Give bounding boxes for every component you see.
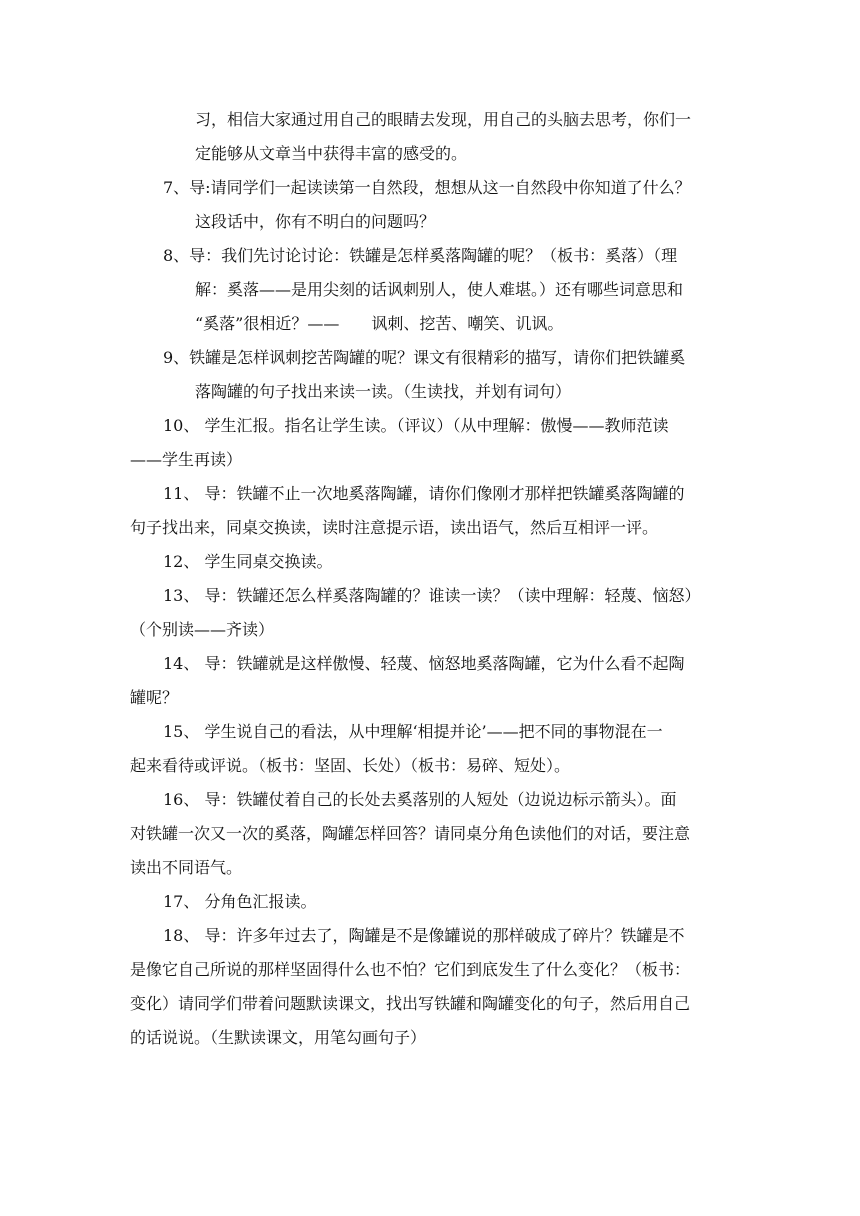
text-line: ——学生再读）	[130, 450, 243, 469]
list-item-12: 12、 学生同桌交换读。	[163, 552, 333, 571]
list-item-10: 10、 学生汇报。指名让学生读。（评议）（从中理解：傲慢——教师范读	[163, 416, 669, 435]
list-item-13: 13、 导：铁罐还怎么样奚落陶罐的？谁读一读？（读中理解：轻蔑、恼怒）	[163, 586, 701, 605]
list-item-9: 9、铁罐是怎样讽刺挖苦陶罐的呢？课文有很精彩的描写，请你们把铁罐奚	[163, 348, 686, 367]
text-line: 读出不同语气。	[130, 858, 243, 877]
list-item-16: 16、 导：铁罐仗着自己的长处去奚落别的人短处（边说边标示箭头）。面	[163, 790, 677, 809]
text-line: “奚落”很相近？—— 讽刺、挖苦、嘲笑、讥讽。	[195, 314, 564, 333]
text-line: （个别读——齐读）	[130, 620, 275, 639]
list-item-15: 15、 学生说自己的看法，从中理解‘相提并论’——把不同的事物混在一	[163, 722, 663, 741]
list-item-11: 11、 导：铁罐不止一次地奚落陶罐，请你们像刚才那样把铁罐奚落陶罐的	[163, 484, 685, 503]
text-line: 的话说说。（生默读课文，用笔勾画句子）	[130, 1028, 427, 1047]
list-item-14: 14、 导：铁罐就是这样傲慢、轻蔑、恼怒地奚落陶罐，它为什么看不起陶	[163, 654, 685, 673]
list-item-17: 17、 分角色汇报读。	[163, 892, 317, 911]
text-line: 定能够从文章当中获得丰富的感受的。	[195, 144, 468, 163]
text-line: 罐呢？	[130, 688, 179, 707]
list-item-18: 18、 导：许多年过去了，陶罐是不是像罐说的那样破成了碎片？铁罐是不	[163, 926, 685, 945]
text-line: 习，相信大家通过用自己的眼睛去发现，用自己的头脑去思考，你们一	[195, 110, 692, 129]
text-line: 是像它自己所说的那样坚固得什么也不怕？它们到底发生了什么变化？（板书：	[130, 960, 691, 979]
list-item-8: 8、导：我们先讨论讨论：铁罐是怎样奚落陶罐的呢？（板书：奚落）（理	[163, 246, 678, 265]
text-line: 落陶罐的句子找出来读一读。（生读找，并划有词句）	[195, 382, 572, 401]
text-line: 起来看待或评说。（板书：坚固、长处）（板书：易碎、短处）。	[130, 756, 571, 775]
list-item-7: 7、导:请同学们一起读读第一自然段，想想从这一自然段中你知道了什么？	[163, 178, 691, 197]
text-line: 解：奚落——是用尖刻的话讽刺别人，使人难堪。）还有哪些词意思和	[195, 280, 684, 299]
text-line: 这段话中，你有不明白的问题吗？	[195, 212, 436, 231]
text-line: 变化）请同学们带着问题默读课文，找出写铁罐和陶罐变化的句子，然后用自己	[130, 994, 691, 1013]
text-line: 句子找出来，同桌交换读，读时注意提示语，读出语气，然后互相评一评。	[130, 518, 659, 537]
text-line: 对铁罐一次又一次的奚落，陶罐怎样回答？请同桌分角色读他们的对话，要注意	[130, 824, 691, 843]
